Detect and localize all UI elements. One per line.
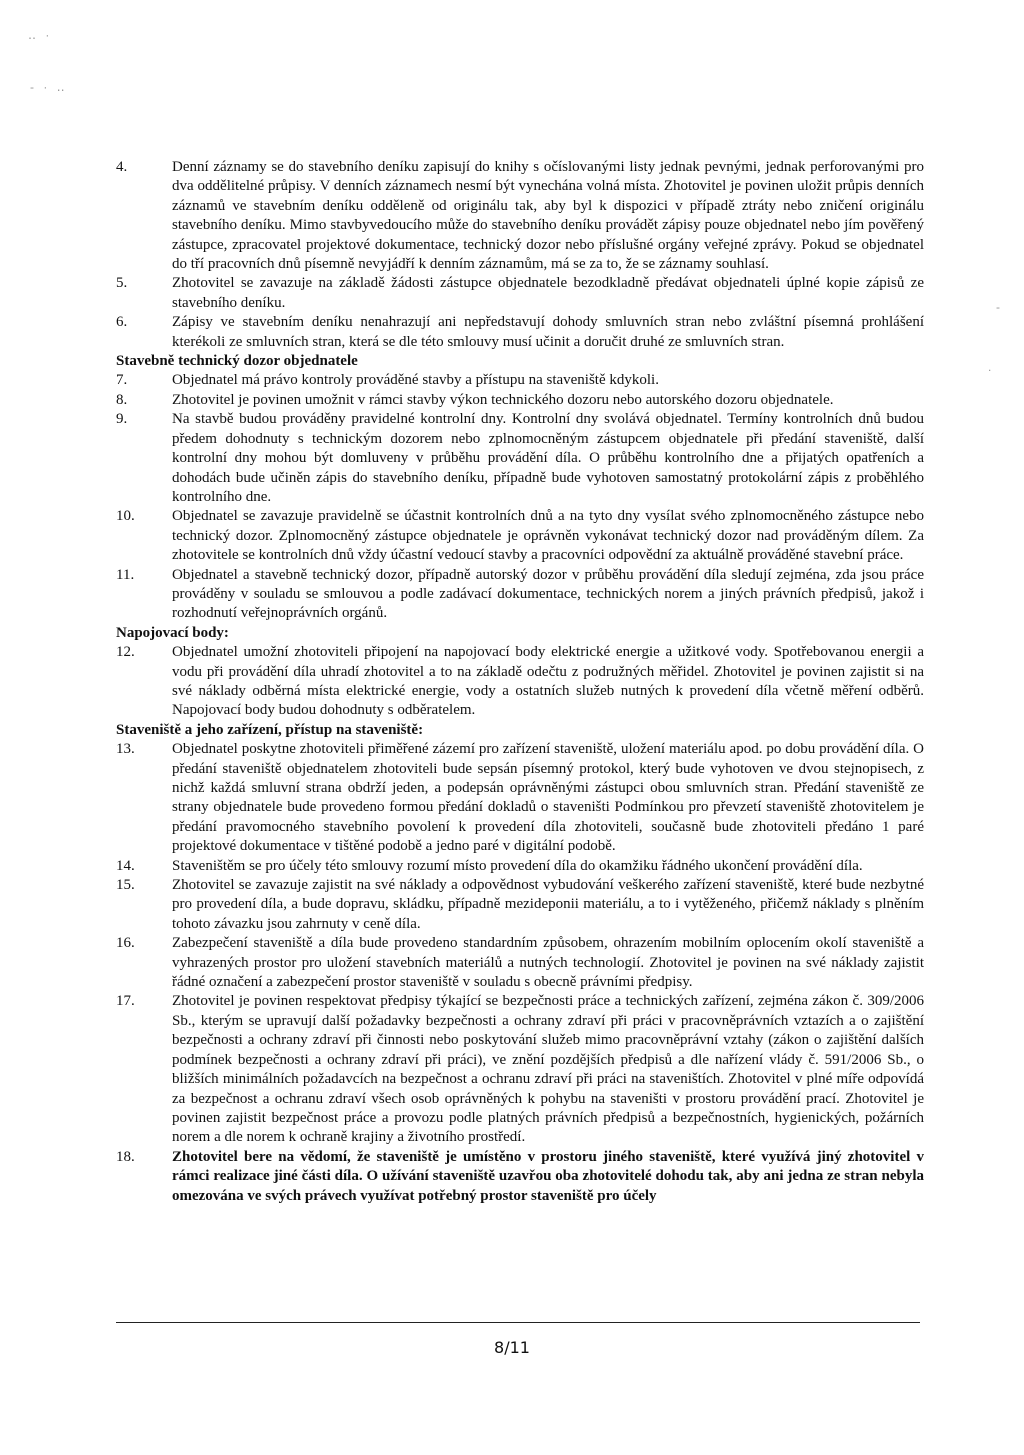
scan-artifact: ‥ ·	[28, 28, 53, 42]
scan-artifact: -	[996, 300, 1003, 314]
clause-number: 4.	[116, 159, 128, 175]
clause-number: 12.	[116, 644, 135, 661]
clause-number: 10.	[116, 508, 135, 525]
scan-artifact: - · ‥	[30, 80, 68, 94]
clause-item	[116, 313, 924, 352]
footer-divider	[116, 1322, 920, 1323]
clause-text: Objednatel má právo kontroly prováděné stavby a přístupu na staveniště kdykoli.	[172, 372, 659, 389]
page-number: 8/11	[494, 1338, 530, 1357]
clause-text: Zápisy ve stavebním deníku nenahrazují ani nepředstavují dohody smluvních stran nebo zvláštní písemná prohlášení kterékoli ze smluvních stran, která se dle této smlouvy musí učinit a doručit druhé ze smluvních stran.	[172, 314, 924, 350]
clause-item	[116, 371, 924, 390]
clause-number: 5.	[116, 275, 128, 292]
clause-item	[116, 643, 924, 721]
clause-text: Zabezpečení staveniště a díla bude provedeno standardním způsobem, ohrazením mobilním oplocením okolí staveniště a vyhrazených prostor pro uložení stavebních materiálů a nutných technologií. Zhotovitel je povinen na své náklady zajistit řádné označení a zabezpečení prostor staveniště v souladu s obecně právními předpisy.	[172, 935, 924, 991]
clause-text: Denní záznamy se do stavebního deníku zapisují do knihy s očíslovanými listy jednak pevnými, jednak perforovanými pro dva oddělitelné průpisy. V denních záznamech nesmí být vynechána volná místa. Zhotovitel je povinen uložit průpis denních záznamů ve stavebním deníku odděleně od originálu tak, aby byl k dispozici v případě ztráty nebo zničení originálu stavebního deníku. Mimo stavbyvedoucího může do stavebního deníku provádět zápisy pouze objednatel nebo jím pověřený zástupce, zpracovatel projektové dokumentace, technický dozor nebo příslušné orgány veřejné zprávy. Pokud se objednatel do tří pracovních dnů písemně nevyjádří k denním záznamům, má se za to, že se záznamy souhlasí.	[172, 159, 924, 273]
clause-number: 6.	[116, 314, 128, 331]
clause-item	[116, 934, 924, 992]
clause-number: 11.	[116, 566, 135, 583]
clause-number: 16.	[116, 935, 135, 952]
clause-text: Zhotovitel se zavazuje na základě žádosti zástupce objednatele bezodkladně předávat objednateli úplné kopie zápisů ze stavebního deníku.	[172, 275, 924, 311]
clause-item-bold	[116, 1148, 924, 1206]
document-body	[116, 158, 924, 1206]
clause-number: 17.	[116, 993, 135, 1010]
clause-number: 15.	[116, 877, 135, 894]
clause-text: Zhotovitel bere na vědomí, že staveniště je umístěno v prostoru jiného staveniště, které využívá jiný zhotovitel v rámci realizace jiné části díla. O užívání staveniště uzavřou oba zhotovitelé dohodu tak, aby ani jedna ze stran nebyla omezována ve svých právech využívat potřebný prostor staveniště pro účely	[172, 1148, 924, 1204]
clause-text: Zhotovitel je povinen respektovat předpisy týkající se bezpečnosti práce a technických zařízení, zejména zákon č. 309/2006 Sb., kterým se upravují další požadavky bezpečnosti a ochrany zdraví při práci v pracovněprávních vztazích a o zajištění bezpečnosti a ochrany zdraví při činnosti nebo poskytování služeb mimo pracovněprávní vztahy (zákon o zajištění dalších podmínek bezpečnosti a ochrany zdraví při práci), ve znění pozdějších předpisů a dle nařízení vlády č. 591/2006 Sb., o bližších minimálních požadavcích na bezpečnost a ochranu zdraví při práci na staveništích. Zhotovitel v plné míře odpovídá za bezpečnost a ochranu zdraví všech osob oprávněných k pohybu na staveništi v prostoru provádění prací. Zhotovitel je povinen zajistit bezpečnost práce a provozu podle platných právních předpisů a bezpečnostních, hygienických, požárních norem a dle norem k ochraně krajiny a životního prostředí.	[172, 993, 924, 1146]
scan-artifact: .	[988, 360, 995, 374]
clause-text: Zhotovitel se zavazuje zajistit na své náklady a odpovědnost vybudování veškerého zařízení staveniště, které bude nezbytné pro provedení díla, a bude dopravu, skládku, případně mezideponii materiálu, a to i vytěženého, přičemž náklady s plněním tohoto závazku jsou zahrnuty v ceně díla.	[172, 877, 924, 932]
clause-number: 18.	[116, 1148, 135, 1165]
clause-item	[116, 876, 924, 934]
clause-item	[116, 857, 924, 876]
clause-item	[116, 158, 924, 274]
section-heading: Napojovací body:	[116, 624, 229, 641]
clause-text: Objednatel poskytne zhotoviteli přiměřené zázemí pro zařízení staveniště, uložení materiálu apod. po dobu provádění díla. O předání staveniště objednatelem zhotoviteli bude sepsán písemný protokol, který bude vyhotoven ve dvou stejnopisech, z nichž každá smluvní strana obdrží jeden, a podepsán oprávněnými zástupci obou smluvních stran. Předání staveniště ze strany objednatele bude provedeno formou předání dokladů o staveništi Podmínkou pro převzetí staveniště zhotovitelem je předání pravomocného stavebního povolení k provedení díla zhotoviteli, současně bude zhotoviteli předáno 1 paré projektové dokumentace v tištěné podobě a jedno paré v digitální podobě.	[172, 741, 924, 855]
section-heading: Staveniště a jeho zařízení, přístup na staveniště:	[116, 721, 424, 738]
clause-number: 8.	[116, 391, 128, 408]
clause-text: Objednatel umožní zhotoviteli připojení na napojovací body elektrické energie a užitkové vody. Spotřebovanou energii a vodu při provádění díla uhradí zhotovitel a to na základě odečtu z podružných měřidel. Zhotovitel je povinen zajistit si na své náklady odběrná místa elektrické energie, vody a ostatních služeb nutných k provedení díla včetně měření odběrů. Napojovací body budou dohodnuty s odběratelem.	[172, 644, 924, 719]
clause-item	[116, 992, 924, 1147]
clause-item	[116, 740, 924, 856]
clause-number: 7.	[116, 372, 128, 389]
clause-item	[116, 391, 924, 410]
clause-item	[116, 410, 924, 507]
clause-item	[116, 566, 924, 624]
clause-number: 9.	[116, 411, 128, 428]
clause-item	[116, 274, 924, 313]
clause-text: Staveništěm se pro účely této smlouvy rozumí místo provedení díla do okamžiku řádného ukončení provádění díla.	[172, 857, 863, 874]
section-heading: Stavebně technický dozor objednatele	[116, 353, 358, 370]
clause-text: Na stavbě budou prováděny pravidelné kontrolní dny. Kontrolní dny svolává objednatel. Termíny kontrolních dnů budou předem dohodnuty s technickým dozorem nebo zplnomocněným zástupcem objednatele při předání staveniště, další kontrolní dny mohou být domluveny v průběhu provádění díla. O průběhu kontrolního dne a přijatých opatřeních a dohodách bude učiněn zápis do stavebního deníku, případně bude vyhotoven samostatný protokolární zápis z proběhlého kontrolního dne.	[172, 411, 924, 505]
clause-text: Objednatel a stavebně technický dozor, případně autorský dozor v průběhu provádění díla sledují zejména, zda jsou práce prováděny v souladu se smlouvou a podle zadávací dokumentace, technických norem a jiných právních předpisů, jakož i rozhodnutí veřejnoprávních orgánů.	[172, 566, 924, 622]
clause-number: 14.	[116, 857, 135, 874]
clause-text: Objednatel se zavazuje pravidelně se účastnit kontrolních dnů a na tyto dny vysílat svého zplnomocněného zástupce nebo technický dozor. Zplnomocněný zástupce objednatele je oprávněn vykonávat technický dozor nad prováděným dílem. Za zhotovitele se kontrolních dnů vždy účastní vedoucí stavby a pracovníci odpovědní za aktuálně prováděné stavební práce.	[172, 508, 924, 564]
clause-number: 13.	[116, 741, 135, 758]
clause-text: Zhotovitel je povinen umožnit v rámci stavby výkon technického dozoru nebo autorského dozoru objednatele.	[172, 391, 834, 408]
clause-item	[116, 507, 924, 565]
